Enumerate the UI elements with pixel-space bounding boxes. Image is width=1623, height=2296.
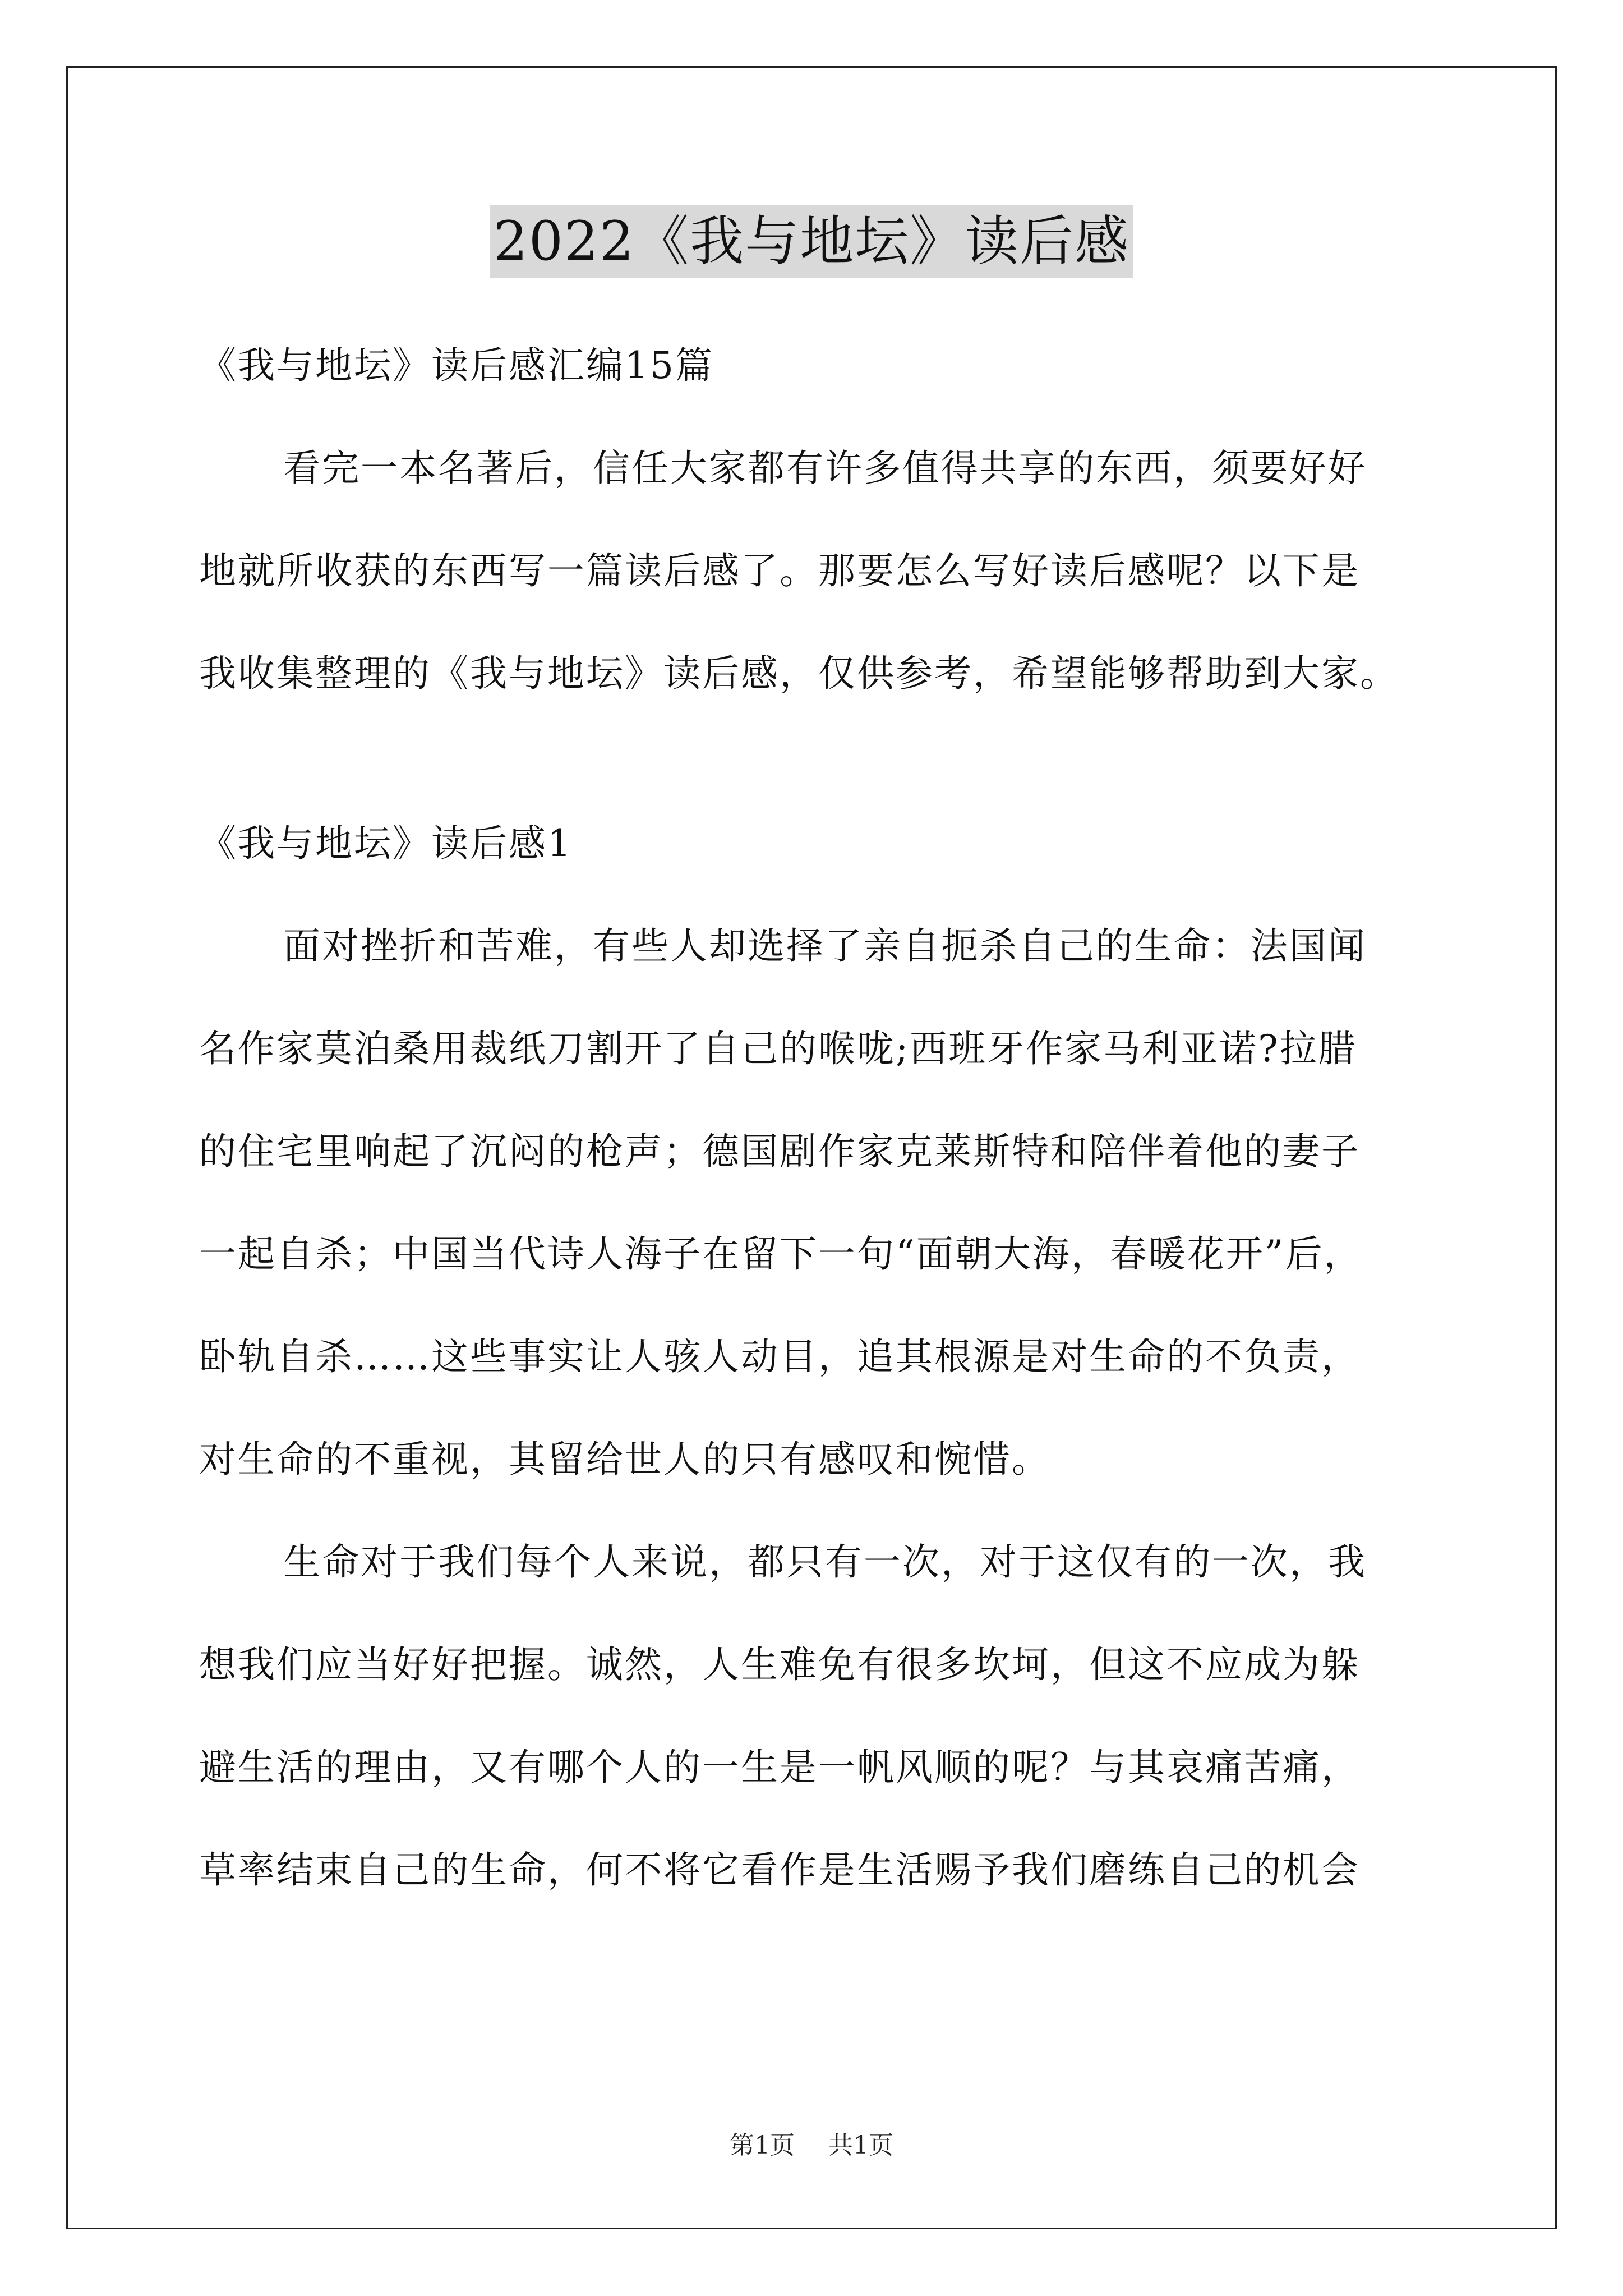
intro-line: 我收集整理的《我与地坛》读后感，仅供参考，希望能够帮助到大家。 bbox=[199, 652, 1399, 695]
paragraph-line: 避生活的理由，又有哪个人的一生是一帆风顺的呢？与其哀痛苦痛， bbox=[199, 1746, 1360, 1789]
page-footer bbox=[0, 2129, 1623, 2162]
paragraph-line: 的住宅里响起了沉闷的枪声；德国剧作家克莱斯特和陪伴着他的妻子 bbox=[199, 1130, 1360, 1173]
section-spacer bbox=[199, 725, 1438, 792]
paragraph-line: 生命对于我们每个人来说，都只有一次，对于这仅有的一次，我 bbox=[283, 1540, 1367, 1584]
paragraph-line: 对生命的不重视，其留给世人的只有感叹和惋惜。 bbox=[199, 1438, 1050, 1481]
page-total: 共1页 bbox=[828, 2131, 893, 2160]
document-body bbox=[199, 314, 1438, 1921]
title-container bbox=[0, 205, 1623, 278]
paragraph-line: 名作家莫泊桑用裁纸刀割开了自己的喉咙;西班牙作家马利亚诺?拉腊 bbox=[199, 1027, 1357, 1070]
intro-line: 看完一本名著后，信任大家都有许多值得共享的东西，须要好好 bbox=[283, 447, 1367, 490]
paragraph-line: 草率结束自己的生命，何不将它看作是生活赐予我们磨练自己的机会 bbox=[199, 1848, 1360, 1892]
subtitle: 《我与地坛》读后感汇编15篇 bbox=[199, 344, 714, 387]
document-title: 2022《我与地坛》读后感 bbox=[490, 205, 1133, 278]
page-number: 第1页 bbox=[730, 2131, 795, 2160]
paragraph-line: 面对挫折和苦难，有些人却选择了亲自扼杀自己的生命：法国闻 bbox=[283, 924, 1367, 968]
intro-line: 地就所收获的东西写一篇读后感了。那要怎么写好读后感呢？以下是 bbox=[199, 549, 1360, 592]
paragraph-line: 想我们应当好好把握。诚然，人生难免有很多坎坷，但这不应成为躲 bbox=[199, 1643, 1360, 1686]
paragraph-line: 一起自杀；中国当代诗人海子在留下一句“面朝大海，春暖花开”后， bbox=[199, 1232, 1363, 1276]
section-heading: 《我与地坛》读后感1 bbox=[199, 822, 573, 865]
paragraph-line: 卧轨自杀……这些事实让人骇人动目，追其根源是对生命的不负责， bbox=[199, 1335, 1360, 1378]
